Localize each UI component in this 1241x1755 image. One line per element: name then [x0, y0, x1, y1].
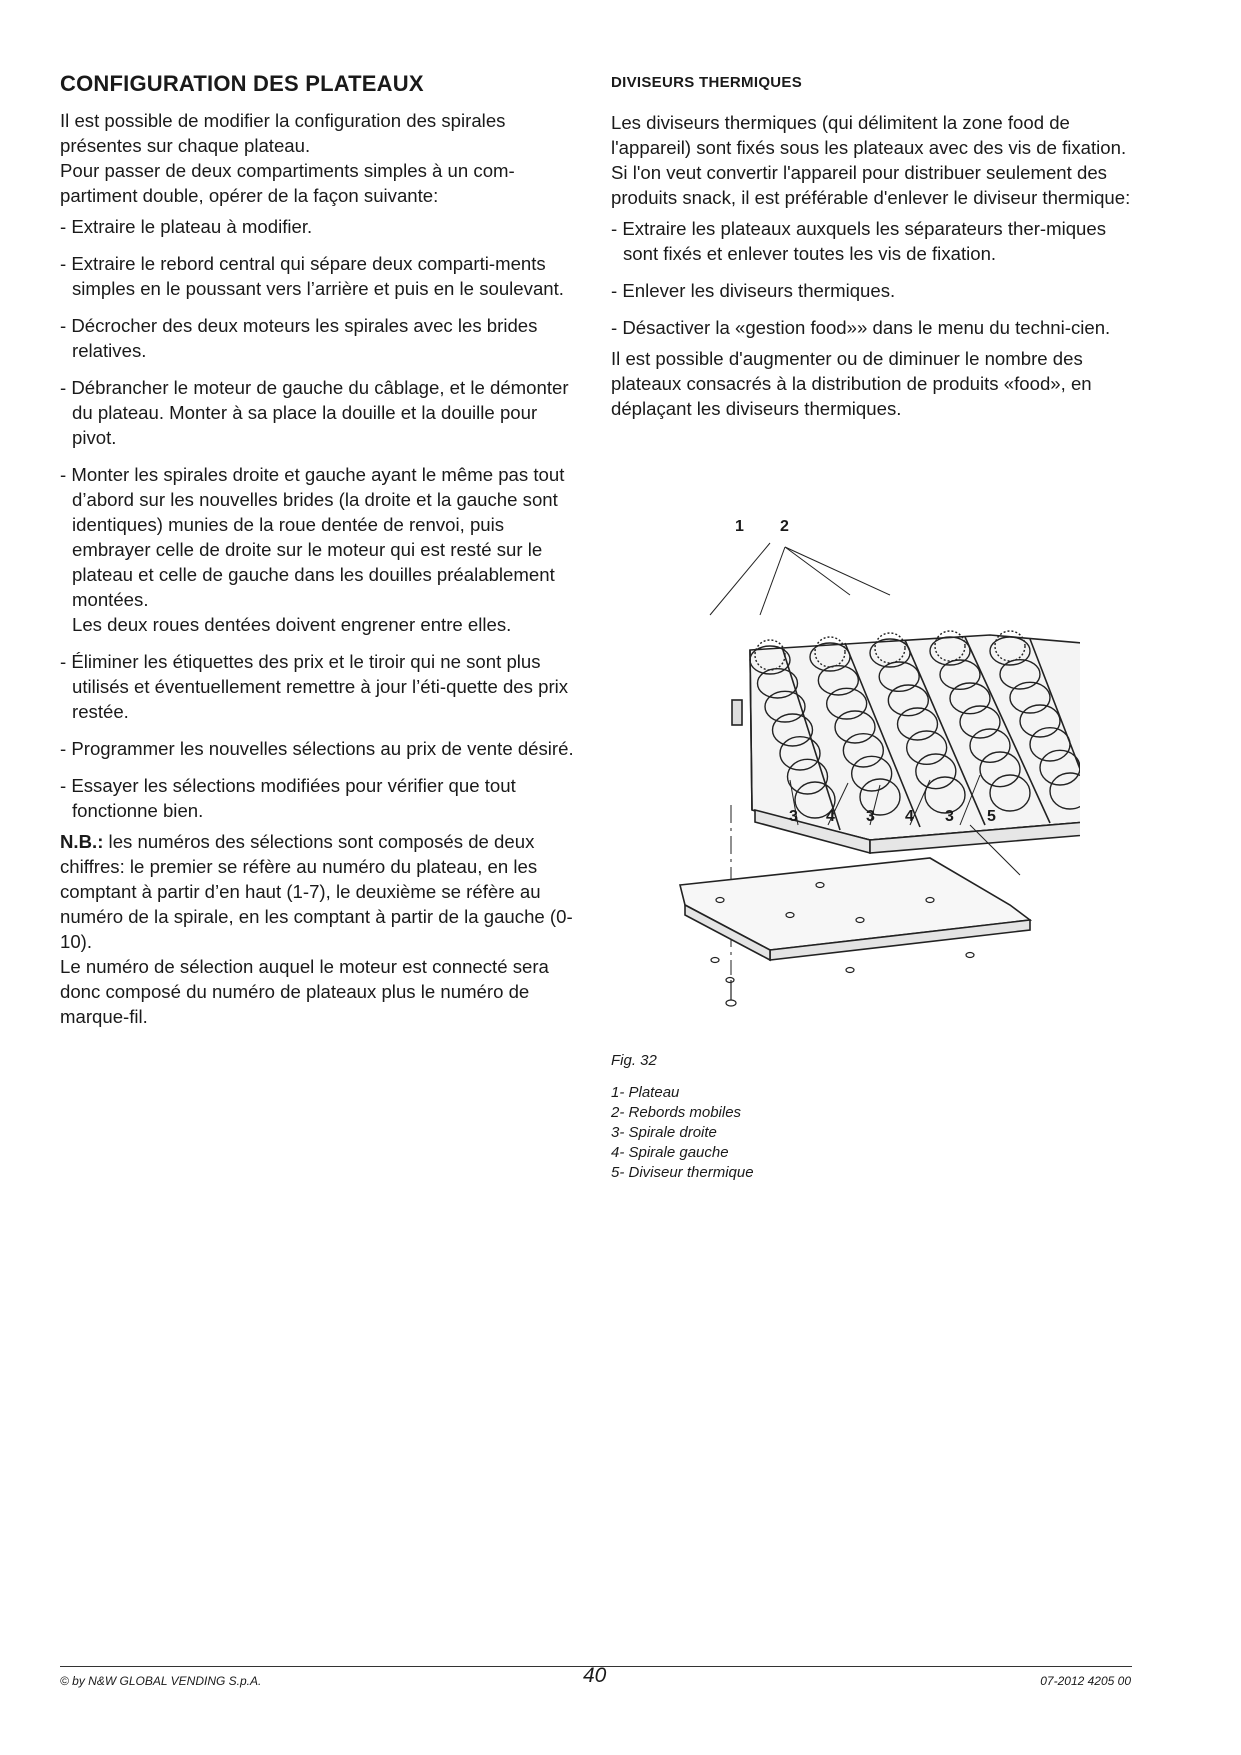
- right-step-3: - Désactiver la «gestion food»» dans le menu du techni-cien.: [611, 317, 1111, 338]
- right-paragraph-1: Les diviseurs thermiques (qui délimitent la zone food de l'appareil) sont fixés sous les plateaux avec des vis de fixation.: [611, 112, 1127, 158]
- step-5-note: Les deux roues dentées doivent engrener entre elles.: [72, 614, 512, 635]
- nb-text: les numéros des sélections sont composés de deux chiffres: le premier se réfère au numéro du plateau, en les comptant à partir d’en haut (1-7), le deuxième se réfère au numéro de la spirale, en les comptant à partir de la gauche (0-10).: [60, 831, 573, 952]
- right-paragraph-3: Il est possible d'augmenter ou de diminuer le nombre des plateaux consacrés à la distribution de produits «food», en déplaçant les diviseurs thermiques.: [611, 348, 1092, 419]
- nb-paragraph: [60, 829, 584, 954]
- legend-item: 1- Plateau: [611, 1084, 680, 1101]
- final-paragraph: Le numéro de sélection auquel le moteur est connecté sera donc composé du numéro de plateaux plus le numéro de marque-fil.: [60, 956, 549, 1027]
- intro-paragraph-1: Il est possible de modifier la configuration des spirales présentes sur chaque plateau.: [60, 110, 506, 156]
- callout-top-2: 2: [780, 518, 789, 535]
- footer-copyright: © by N&W GLOBAL VENDING S.p.A.: [60, 1674, 262, 1688]
- callout-top-1: 1: [735, 518, 744, 535]
- right-column: [611, 70, 1131, 421]
- step-4: - Débrancher le moteur de gauche du câblage, et le démonter du plateau. Monter à sa place la douille et la douille pour pivot.: [60, 377, 569, 448]
- step-3: - Décrocher des deux moteurs les spirales avec les brides relatives.: [60, 315, 538, 361]
- footer-doc-code: 07-2012 4205 00: [1040, 1674, 1131, 1688]
- page-title: CONFIGURATION DES PLATEAUX: [60, 71, 424, 96]
- legend-item: 2- Rebords mobiles: [611, 1104, 742, 1121]
- section-subtitle: DIVISEURS THERMIQUES: [611, 74, 803, 91]
- step-7: - Programmer les nouvelles sélections au prix de vente désiré.: [60, 738, 574, 759]
- step-2: - Extraire le rebord central qui sépare deux comparti-ments simples en le poussant vers l’arrière et puis en le soulevant.: [60, 253, 564, 299]
- screw-icon: [726, 980, 736, 1006]
- thermal-divider: [680, 858, 1030, 960]
- callout-bottom-2: 4: [826, 808, 835, 825]
- tray-illustration: [660, 515, 1080, 1045]
- figure-legend: [611, 1083, 754, 1183]
- callout-bottom-3: 3: [866, 808, 875, 825]
- step-8: - Essayer les sélections modifiées pour vérifier que tout fonctionne bien.: [60, 775, 516, 821]
- right-paragraph-2: Si l'on veut convertir l'appareil pour distribuer seulement des produits snack, il est préférable d'enlever le diviseur thermique:: [611, 162, 1131, 208]
- callout-bottom-1: 3: [789, 808, 798, 825]
- callout-bottom-5: 3: [945, 808, 954, 825]
- callout-bottom-6: 5: [987, 808, 996, 825]
- right-step-1: - Extraire les plateaux auxquels les séparateurs ther-miques sont fixés et enlever toutes les vis de fixation.: [611, 218, 1107, 264]
- left-column: [60, 70, 584, 1029]
- legend-item: 4- Spirale gauche: [611, 1144, 729, 1161]
- step-1: - Extraire le plateau à modifier.: [60, 216, 313, 237]
- right-step-2: - Enlever les diviseurs thermiques.: [611, 280, 896, 301]
- step-5: - Monter les spirales droite et gauche ayant le même pas tout d’abord sur les nouvelles brides (la droite et la gauche sont identiques) munies de la roue dentée de renvoi, puis embrayer celle de droite sur le moteur qui est resté sur le plateau et celle de gauche dans les douilles préalablement montées.: [60, 464, 565, 610]
- page-number: 40: [583, 1664, 607, 1687]
- nb-label: N.B.:: [60, 831, 104, 852]
- figure-caption: Fig. 32: [611, 1052, 657, 1069]
- callout-bottom-4: 4: [905, 808, 914, 825]
- step-6: - Éliminer les étiquettes des prix et le tiroir qui ne sont plus utilisés et éventuellement remettre à jour l’éti-quette des prix restée.: [60, 651, 569, 722]
- step-5-block: [60, 462, 584, 637]
- intro-paragraph-2: Pour passer de deux compartiments simples à un com-partiment double, opérer de la façon suivante:: [60, 160, 515, 206]
- legend-item: 5- Diviseur thermique: [611, 1164, 754, 1181]
- tray-drawing: [660, 515, 1080, 1045]
- legend-item: 3- Spirale droite: [611, 1124, 717, 1141]
